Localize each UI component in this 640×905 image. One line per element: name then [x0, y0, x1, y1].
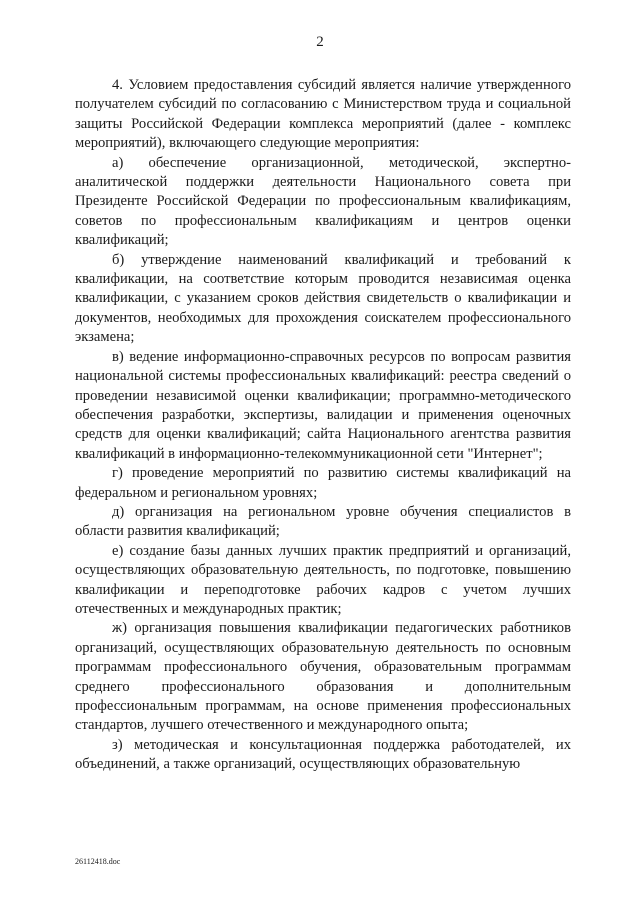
- paragraph-item-b: б) утверждение наименований квалификаций и требований к квалификации, на соответствие которым проводится независимая оценка квалификации, с указанием сроков действия свидетельств о квалификации и документов, необходимых для прохождения соискателем профессионального экзамена;: [75, 251, 571, 346]
- document-body: [75, 76, 571, 775]
- paragraph-item-d: д) организация на региональном уровне обучения специалистов в области развития квалификаций;: [75, 503, 571, 540]
- paragraph-item-a: а) обеспечение организационной, методической, экспертно-аналитической поддержки деятельности Национального совета при Президенте Российской Федерации по профессиональным квалификациям, советов по профессиональным квалификациям и центров оценки квалификаций;: [75, 154, 571, 249]
- paragraph-item-z: з) методическая и консультационная поддержка работодателей, их объединений, а также организаций, осуществляющих образовательную: [75, 736, 571, 773]
- file-name-footer: 26112418.doc: [75, 857, 121, 866]
- paragraph-item-e: е) создание базы данных лучших практик предприятий и организаций, осуществляющих образовательную деятельность, по подготовке, повышению квалификации и переподготовке рабочих кадров с учетом лучших отечественных и международных практик;: [75, 542, 571, 617]
- page-number: 2: [316, 34, 324, 50]
- paragraph-clause-4: 4. Условием предоставления субсидий является наличие утвержденного получателем субсидий по согласованию с Министерством труда и социальной защиты Российской Федерации комплекса мероприятий (далее - комплекс мероприятий), включающего следующие мероприятия:: [75, 77, 571, 152]
- paragraph-item-g: г) проведение мероприятий по развитию системы квалификаций на федеральном и региональном уровнях;: [75, 465, 571, 501]
- paragraph-item-v: в) ведение информационно-справочных ресурсов по вопросам развития национальной системы профессиональных квалификаций: реестра сведений о проведении независимой оценки квалификации; программно-методического обеспечения разработки, экспертизы, валидации и применения оценочных средств для оценки квалификаций; сайта Национального агентства развития квалификаций в информационно-телекоммуникационной сети "Интернет";: [75, 348, 571, 462]
- paragraph-item-zh: ж) организация повышения квалификации педагогических работников организаций, осуществляющих образовательную деятельность по основным программам профессионального обучения, образовательным программам среднего профессионального образования и дополнительным профессиональным программам, на основе применения профессиональных стандартов, лучшего отечественного и международного опыта;: [75, 620, 571, 734]
